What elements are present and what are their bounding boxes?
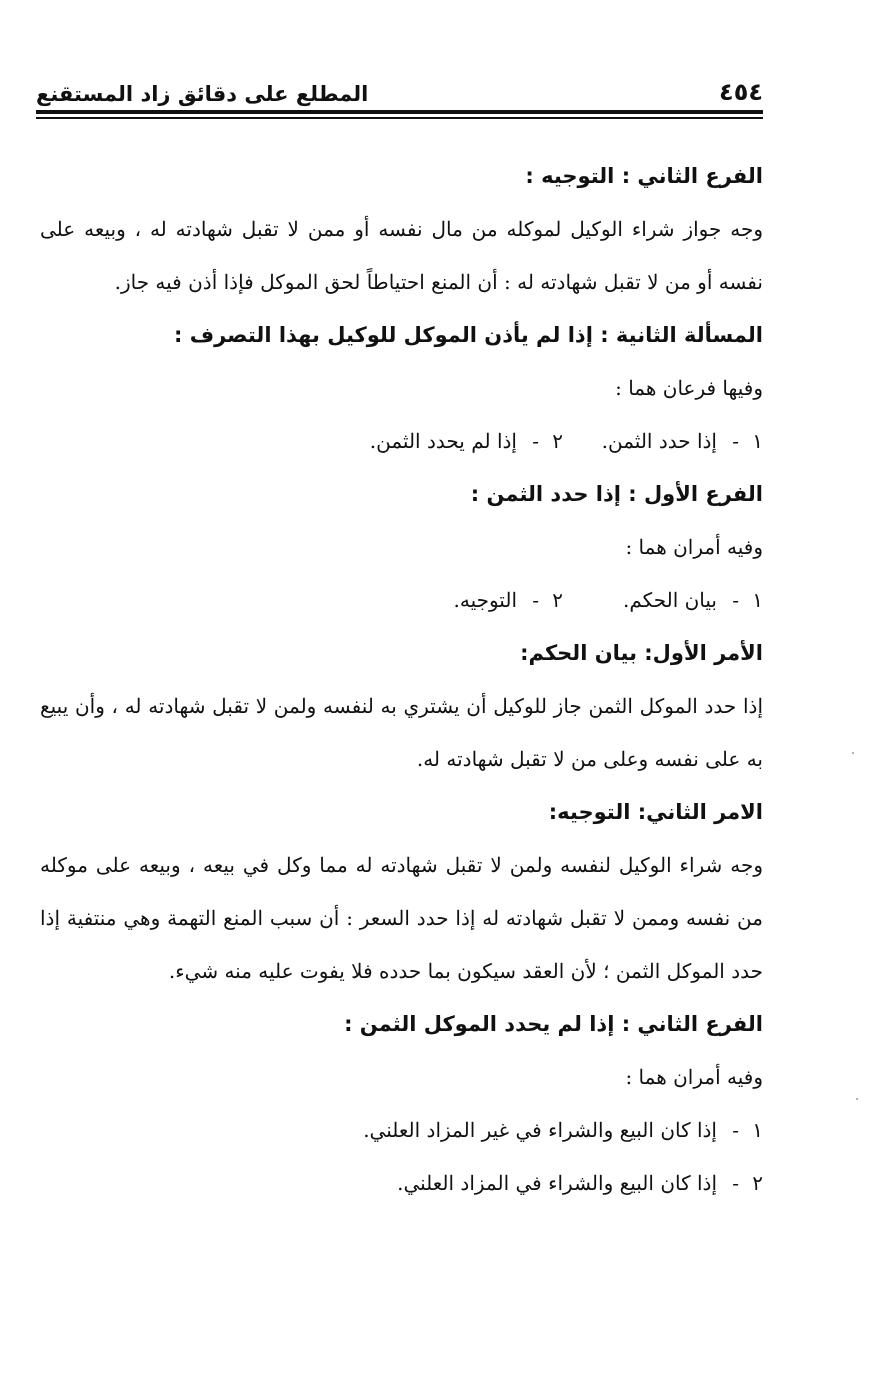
list-item: ١-إذا حدد الثمن. <box>563 415 763 468</box>
paragraph-justification: وجه شراء الوكيل لنفسه ولمن لا تقبل شهادته له مما وكل في بيعه ، وبيعه على موكله من نفسه وممن لا تقبل شهادته له إذا حدد السعر : أن سبب المنع التهمة وهي منتفية إذا حدد الموكل الثمن ؛ لأن العقد سيكون بما حدده فلا يفوت عليه منه شيء. <box>40 853 763 983</box>
list-number: ١ <box>752 588 763 612</box>
list-text: بيان الحكم. <box>622 588 717 612</box>
list-number: ٢ <box>552 429 563 453</box>
list-item: ١-إذا كان البيع والشراء في غير المزاد العلني. <box>40 1104 763 1157</box>
header-rule-thin <box>36 117 763 119</box>
heading-matter-one-ruling: الأمر الأول: بيان الحكم: <box>520 641 763 665</box>
scan-speck <box>852 752 854 754</box>
heading-matter-two-justification: الامر الثاني: التوجيه: <box>548 800 763 824</box>
list-item: ٢-إذا كان البيع والشراء في المزاد العلني. <box>40 1157 763 1210</box>
heading-branch-two-no-price: الفرع الثاني : إذا لم يحدد الموكل الثمن : <box>344 1012 763 1036</box>
intro-two-matters: وفيه أمران هما : <box>625 535 763 559</box>
page-number: ٤٥٤ <box>719 78 763 106</box>
list-number: ٢ <box>552 588 563 612</box>
list-item: ٢-إذا لم يحدد الثمن. <box>40 415 563 468</box>
heading-branch-two-justification: الفرع الثاني : التوجيه : <box>525 164 763 188</box>
list-number: ٢ <box>752 1171 763 1195</box>
book-title: المطلع على دقائق زاد المستقنع <box>36 82 369 106</box>
intro-two-matters-second: وفيه أمران هما : <box>625 1065 763 1089</box>
list-matters <box>40 574 763 627</box>
header-rule-thick <box>36 110 763 114</box>
list-text: إذا كان البيع والشراء في المزاد العلني. <box>397 1171 717 1195</box>
list-number: ١ <box>752 1118 763 1142</box>
list-text: إذا حدد الثمن. <box>601 429 717 453</box>
list-text: إذا لم يحدد الثمن. <box>369 429 517 453</box>
list-branches <box>40 415 763 468</box>
list-number: ١ <box>752 429 763 453</box>
paragraph-ruling: إذا حدد الموكل الثمن جاز للوكيل أن يشتري به لنفسه ولمن لا تقبل شهادته له ، وأن يبيع به على نفسه وعلى من لا تقبل شهادته له. <box>40 694 763 771</box>
list-text: التوجيه. <box>453 588 517 612</box>
page-header <box>36 66 763 106</box>
list-text: إذا كان البيع والشراء في غير المزاد العلني. <box>363 1118 717 1142</box>
heading-branch-one: الفرع الأول : إذا حدد الثمن : <box>470 482 763 506</box>
main-text <box>40 150 763 1210</box>
intro-two-branches: وفيها فرعان هما : <box>615 376 763 400</box>
list-item: ٢-التوجيه. <box>40 574 563 627</box>
paragraph-purchase-justification: وجه جواز شراء الوكيل لموكله من مال نفسه أو ممن لا تقبل شهادته له ، وبيعه على نفسه أو من لا تقبل شهادته له : أن المنع احتياطاً لحق الموكل فإذا أذن فيه جاز. <box>40 217 763 294</box>
scan-speck <box>856 1098 858 1100</box>
list-item: ١-بيان الحكم. <box>563 574 763 627</box>
heading-issue-two: المسألة الثانية : إذا لم يأذن الموكل للوكيل بهذا التصرف : <box>174 323 763 347</box>
